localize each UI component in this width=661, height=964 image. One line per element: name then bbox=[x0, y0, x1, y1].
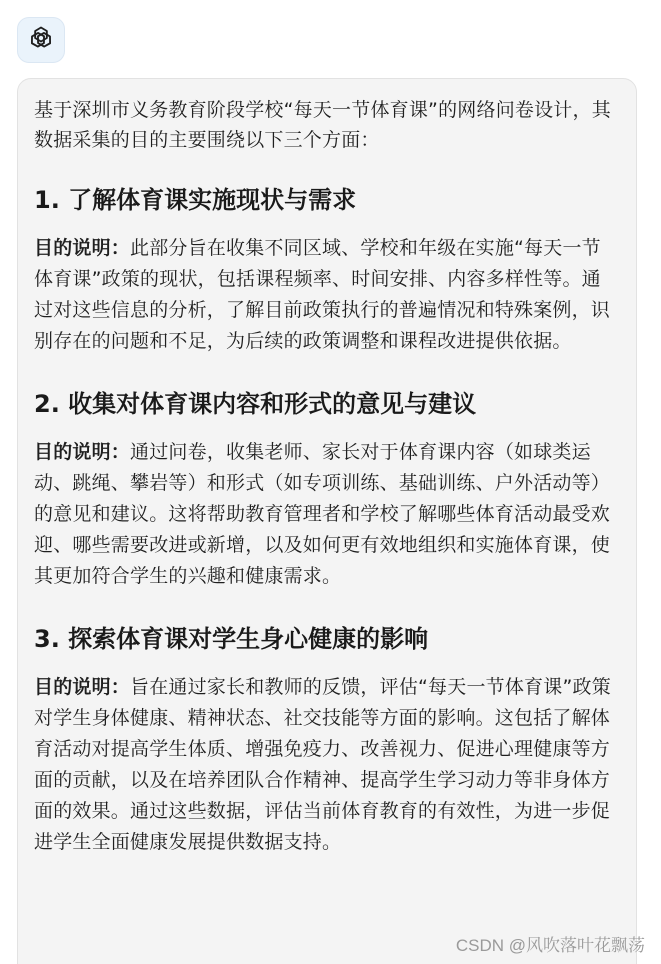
purpose-text: 此部分旨在收集不同区域、学校和年级在实施“每天一节体育课”政策的现状，包括课程频率、时间安排、内容多样性等。通过对这些信息的分析，了解目前政策执行的普遍情况和特殊案例，识别存在的问题和不足，为后续的政策调整和课程改进提供依据。 bbox=[34, 237, 611, 352]
purpose-label: 目的说明： bbox=[34, 237, 131, 259]
assistant-avatar bbox=[17, 17, 65, 63]
purpose-text: 旨在通过家长和教师的反馈，评估“每天一节体育课”政策对学生身体健康、精神状态、社交技能等方面的影响。这包括了解体育活动对提高学生体质、增强免疫力、改善视力、促进心理健康等方面的贡献，以及在培养团队合作精神、提高学生学习动力等非身体方面的效果。通过这些数据，评估当前体育教育的有效性，为进一步促进学生全面健康发展提供数据支持。 bbox=[34, 676, 611, 853]
message-intro: 基于深圳市义务教育阶段学校“每天一节体育课”的网络问卷设计，其数据采集的目的主要围绕以下三个方面： bbox=[34, 99, 611, 151]
section-1 bbox=[34, 183, 620, 357]
section-purpose bbox=[34, 437, 620, 592]
section-title: 1. 了解体育课实施现状与需求 bbox=[34, 186, 357, 214]
purpose-text: 通过问卷，收集老师、家长对于体育课内容（如球类运动、跳绳、攀岩等）和形式（如专项训练、基础训练、户外活动等）的意见和建议。这将帮助教育管理者和学校了解哪些体育活动最受欢迎、哪些需要改进或新增，以及如何更有效地组织和实施体育课，使其更加符合学生的兴趣和健康需求。 bbox=[34, 441, 611, 587]
section-purpose bbox=[34, 233, 620, 357]
section-2 bbox=[34, 387, 620, 592]
section-title: 2. 收集对体育课内容和形式的意见与建议 bbox=[34, 390, 477, 418]
section-3 bbox=[34, 622, 620, 858]
purpose-label: 目的说明： bbox=[34, 676, 131, 698]
purpose-label: 目的说明： bbox=[34, 441, 131, 463]
assistant-message-bubble bbox=[17, 78, 637, 964]
watermark: CSDN @风吹落叶花飘荡 bbox=[455, 936, 645, 955]
section-title: 3. 探索体育课对学生身心健康的影响 bbox=[34, 625, 429, 653]
section-purpose bbox=[34, 672, 620, 858]
openai-logo-icon bbox=[27, 24, 55, 56]
